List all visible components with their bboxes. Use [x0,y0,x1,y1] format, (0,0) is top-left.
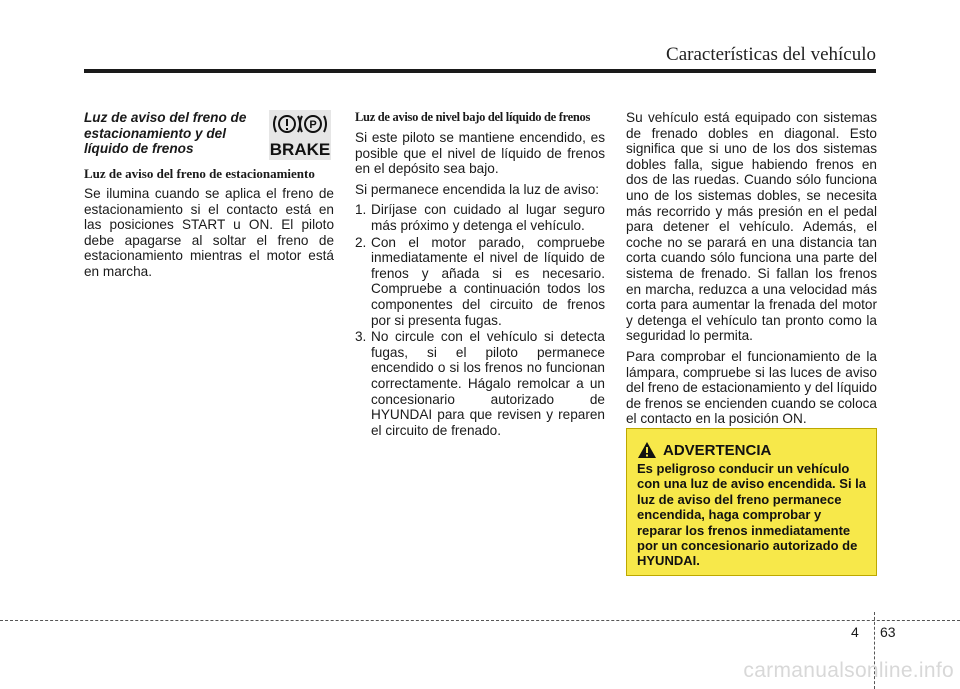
column-1 [84,110,334,285]
chapter-number: 4 [851,624,859,640]
list-item [355,202,605,233]
warning-triangle-icon [637,441,657,459]
subsection-heading: Luz de aviso del freno de estacionamiento [84,166,315,181]
list-item-text: Diríjase con cuidado al lugar seguro más próximo y detenga el vehículo. [371,202,605,233]
header-rule [84,69,876,73]
section-subhead: Luz de aviso del freno de estacionamiento y del líquido de frenos [84,110,247,157]
svg-text:P: P [309,119,317,131]
list-item-number: 1. [355,202,367,218]
page-header-title: Características del vehículo [666,44,876,65]
list-item [355,235,605,329]
warning-text: Es peligroso conducir un vehículo con una luz de aviso encendida. Si la luz de aviso del freno permanece encendida, haga comprobar y reparar los frenos inmediatamente por un concesionario autorizado de HYUNDAI. [637,461,867,569]
brake-icon-label: BRAKE [269,140,331,159]
page-number: 63 [880,624,896,640]
steps-list [355,202,605,438]
section-heading-block [84,110,334,160]
paragraph: Se ilumina cuando se aplica el freno de estacionamiento si el contacto está en las posiciones START u ON. El piloto debe apagarse al soltar el freno de estacionamiento mientras el motor está en marcha. [84,186,334,279]
paragraph: Su vehículo está equipado con sistemas de frenado dobles en diagonal. Esto significa que si uno de los dos sistemas dobles falla, sigue habiendo frenos en dos de las ruedas. Cuando sólo funciona uno de los sistemas dobles, se necesita más recorrido y más presión en el pedal para detener el vehículo. Además, el coche no se parará en una distancia tan corta cuando sólo funciona una parte del sistema de frenado. Si fallan los frenos en marcha, reduzca a una velocidad más corta para aumentar la frenada del motor y detenga el vehículo tan pronto como la seguridad lo permita. [626,110,877,344]
paragraph: Para comprobar el funcionamiento de la lámpara, compruebe si las luces de aviso del freno de estacionamiento y del líquido de frenos se encienden cuando se coloca el contacto en la posición ON. [626,348,877,427]
list-item-number: 2. [355,234,367,250]
list-item-text: Con el motor parado, compruebe inmediatamente el nivel de líquido de frenos y añada si es necesario. Compruebe a continuación todos los componentes del circuito de frenos por si presenta fugas. [371,234,605,328]
list-item-number: 3. [355,329,367,345]
watermark: carmanualsonline.info [743,659,954,682]
list-item [355,329,605,438]
paragraph: Si permanece encendida la luz de aviso: [355,181,600,197]
warning-box [626,428,877,576]
warning-header [637,441,867,459]
list-item-text: No circule con el vehículo si detecta fugas, si el piloto permanece encendido o si los frenos no funcionan correctamente. Hágalo remolcar a un concesionario autorizado de HYUNDAI para que revisen y reparen el circuito de frenado. [371,329,605,438]
brake-warning-icon [269,110,331,160]
warning-title: ADVERTENCIA [663,441,772,459]
subsection-heading: Luz de aviso de nivel bajo del líquido de frenos [355,110,591,124]
paragraph: Si este piloto se mantiene encendido, es posible que el nivel de líquido de frenos en el depósito sea bajo. [355,130,605,177]
column-2 [355,110,605,439]
footer-divider [0,620,960,621]
column-3 [626,110,877,432]
